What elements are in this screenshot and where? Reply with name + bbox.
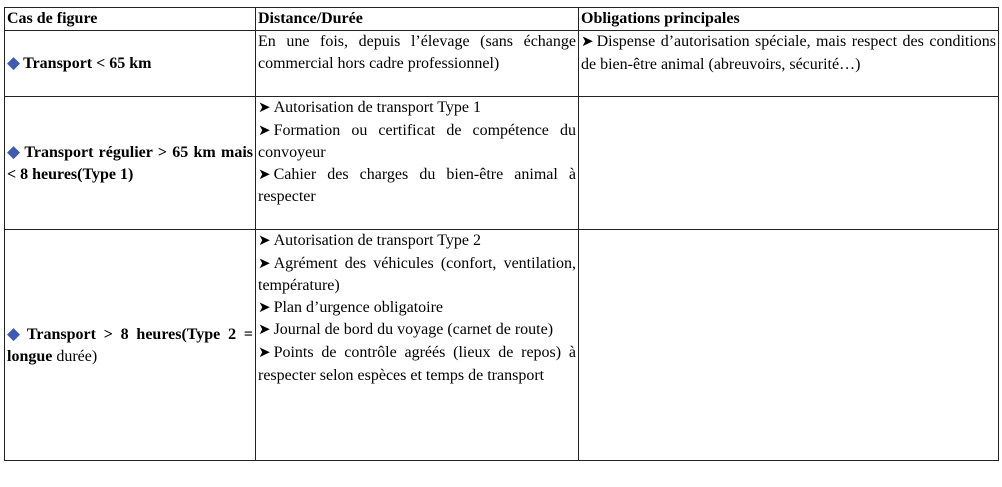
table-row: [5, 230, 999, 461]
header-cas-de-figure: Cas de figure: [5, 8, 256, 31]
distance-text: En une fois, depuis l’élevage (sans échange commercial hors cadre professionnel): [258, 33, 576, 72]
arrow-right-icon: ➤: [258, 166, 271, 183]
obligations-cell: [579, 31, 999, 97]
case-label: Transport régulier > 65 km mais < 8 heures(Type 1): [7, 143, 254, 183]
arrow-right-icon: ➤: [258, 299, 271, 316]
list-item: ➤ Journal de bord du voyage (carnet de route): [258, 321, 554, 339]
arrow-right-icon: ➤: [258, 122, 271, 139]
case-cell: [5, 31, 256, 97]
list-item: ➤ Autorisation de transport Type 1: [258, 99, 482, 116]
table-row: [5, 97, 999, 230]
diamond-icon: ◆: [7, 141, 22, 161]
list-item: ➤ Agrément des véhicules (confort, ventilation, température): [258, 254, 576, 295]
transport-obligations-table: [4, 7, 999, 461]
list-item: ➤ Cahier des charges du bien-être animal à respecter: [258, 165, 576, 206]
arrow-right-icon: ➤: [258, 100, 271, 116]
list-item: ➤ Autorisation de transport Type 2: [258, 232, 482, 249]
table-row: [5, 31, 999, 97]
header-distance-duree: Distance/Durée: [256, 8, 579, 31]
case-cell: [5, 230, 256, 461]
diamond-icon: ◆: [7, 53, 21, 73]
arrow-right-icon: ➤: [258, 344, 271, 361]
diamond-icon: ◆: [7, 323, 24, 343]
arrow-right-icon: ➤: [258, 322, 271, 339]
arrow-right-icon: ➤: [258, 233, 271, 249]
table-header-row: [5, 8, 999, 31]
obligations-cell: [579, 230, 999, 461]
arrow-right-icon: ➤: [581, 34, 594, 50]
list-item: ➤ Points de contrôle agréés (lieux de repos) à respecter selon espèces et temps de transport: [258, 343, 576, 384]
arrow-right-icon: ➤: [258, 255, 271, 272]
distance-cell: [256, 230, 579, 461]
header-obligations: Obligations principales: [579, 8, 999, 31]
case-cell: [5, 97, 256, 230]
distance-cell: [256, 97, 579, 230]
list-item: ➤ Plan d’urgence obligatoire: [258, 298, 444, 316]
list-item: ➤ Formation ou certificat de compétence du convoyeur: [258, 121, 576, 162]
case-label: Transport > 8 heures(Type 2 = longue: [7, 325, 253, 365]
distance-cell: [256, 31, 579, 97]
obligations-cell: [579, 97, 999, 230]
case-label-rest: durée): [56, 347, 98, 365]
case-label: Transport < 65 km: [23, 55, 152, 73]
obligation-item: Dispense d’autorisation spéciale, mais respect des conditions de bien-être animal (abreuvoirs, sécurité…): [581, 33, 996, 73]
